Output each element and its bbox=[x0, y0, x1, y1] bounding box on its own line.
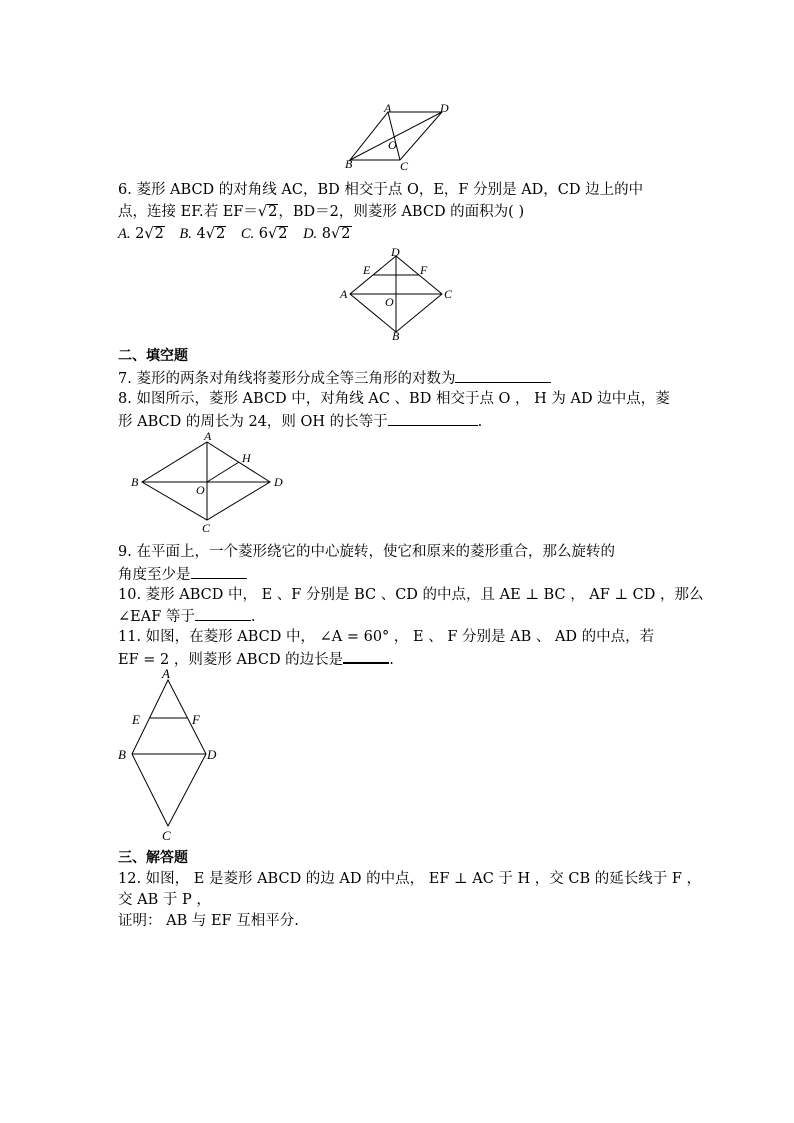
fig1-label-b: B bbox=[345, 157, 353, 170]
q6-option-d[interactable]: D. 8√2 bbox=[303, 226, 351, 242]
figure-rhombus-1 bbox=[340, 102, 460, 170]
q6-option-c[interactable]: C. 6√2 bbox=[240, 226, 288, 242]
q8-answer-blank[interactable] bbox=[388, 411, 478, 426]
fig3-label-b: B bbox=[131, 475, 139, 489]
fig3-label-d: D bbox=[274, 475, 283, 489]
fig4-label-d: D bbox=[207, 747, 217, 762]
fig4-label-e: E bbox=[132, 712, 140, 727]
q12-line3: 证明： AB 与 EF 互相平分. bbox=[118, 913, 299, 929]
fig1-label-a: A bbox=[384, 102, 392, 115]
fig2-label-o: O bbox=[385, 295, 394, 309]
q9-line2: 角度至少是 bbox=[118, 564, 678, 585]
q12-line1: 12. 如图， E 是菱形 ABCD 的边 AD 的中点， EF ⊥ AC 于 H ，交 CB 的延长线于 F ， bbox=[118, 871, 702, 887]
fig2-label-f: F bbox=[420, 263, 428, 277]
section-solution-heading: 三、解答题 bbox=[118, 850, 188, 866]
fig1-label-d: D bbox=[440, 102, 449, 115]
q11-line1: 11. 如图，在菱形 ABCD 中， ∠A = 60° ， E 、 F 分别是 AB 、 AD 的中点，若 bbox=[118, 629, 655, 645]
fig2-label-c: C bbox=[444, 287, 453, 301]
figure-rhombus-4 bbox=[112, 664, 228, 844]
fig2-label-a: A bbox=[340, 287, 348, 301]
fig3-label-a: A bbox=[204, 430, 212, 443]
q10-line2: ∠EAF 等于 . bbox=[118, 606, 678, 627]
q8-line2: 形 ABCD 的周长为 24，则 OH 的长等于 . bbox=[118, 411, 678, 432]
fig4-label-a: A bbox=[162, 666, 170, 681]
fig4-label-c: C bbox=[162, 828, 171, 843]
q11-answer-blank[interactable] bbox=[343, 648, 389, 664]
figure-rhombus-3 bbox=[128, 430, 290, 534]
q9-line1: 9. 在平面上，一个菱形绕它的中心旋转，使它和原来的菱形重合，那么旋转的 bbox=[118, 544, 615, 560]
q10-answer-blank[interactable] bbox=[195, 606, 251, 621]
q6-line1: 6. 菱形 ABCD 的对角线 AC，BD 相交于点 O，E，F 分别是 AD，CD 边上的中 bbox=[118, 182, 644, 198]
q7-answer-blank[interactable] bbox=[455, 368, 551, 383]
fig3-label-c: C bbox=[202, 521, 211, 534]
fig4-label-f: F bbox=[192, 712, 200, 727]
q6-sqrt: 2 bbox=[268, 204, 278, 220]
fig1-label-o: O bbox=[388, 138, 397, 152]
fig3-label-o: O bbox=[196, 483, 205, 497]
q12-line2: 交 AB 于 P ， bbox=[118, 892, 211, 908]
q8-line1: 8. 如图所示，菱形 ABCD 中，对角线 AC 、BD 相交于点 O ， H 为 AD 边中点，菱 bbox=[118, 391, 670, 407]
figure-rhombus-2 bbox=[336, 244, 460, 340]
q6-line2: 点，连接 EF.若 EF＝√2，BD＝2，则菱形 ABCD 的面积为( ) bbox=[118, 204, 525, 220]
fig4-label-b: B bbox=[118, 747, 126, 762]
q6-line2-post: ，BD＝2，则菱形 ABCD 的面积为( ) bbox=[278, 204, 525, 220]
q7 bbox=[118, 368, 678, 389]
q6-options bbox=[118, 224, 678, 244]
q7-text: 7. 菱形的两条对角线将菱形分成全等三角形的对数为 bbox=[118, 371, 456, 387]
q6-option-a[interactable]: A. 2√2 bbox=[118, 226, 164, 242]
section-fill-in-heading: 二、填空题 bbox=[118, 348, 188, 364]
fig3-label-h: H bbox=[242, 451, 251, 465]
fig2-label-b: B bbox=[392, 329, 400, 340]
fig2-label-e: E bbox=[363, 263, 371, 277]
q6-option-b[interactable]: B. 4√2 bbox=[179, 226, 226, 242]
q10-line1: 10. 菱形 ABCD 中， E 、F 分别是 BC 、CD 的中点，且 AE ⊥ BC ， AF ⊥ CD ，那么 bbox=[118, 587, 704, 603]
q11-line2: EF = 2 ，则菱形 ABCD 的边长是 . bbox=[118, 648, 678, 670]
q6-line2-pre: 点，连接 EF.若 EF＝ bbox=[118, 204, 258, 220]
q9-answer-blank[interactable] bbox=[191, 564, 247, 579]
fig2-label-d: D bbox=[391, 245, 400, 259]
fig1-label-c: C bbox=[400, 159, 409, 170]
